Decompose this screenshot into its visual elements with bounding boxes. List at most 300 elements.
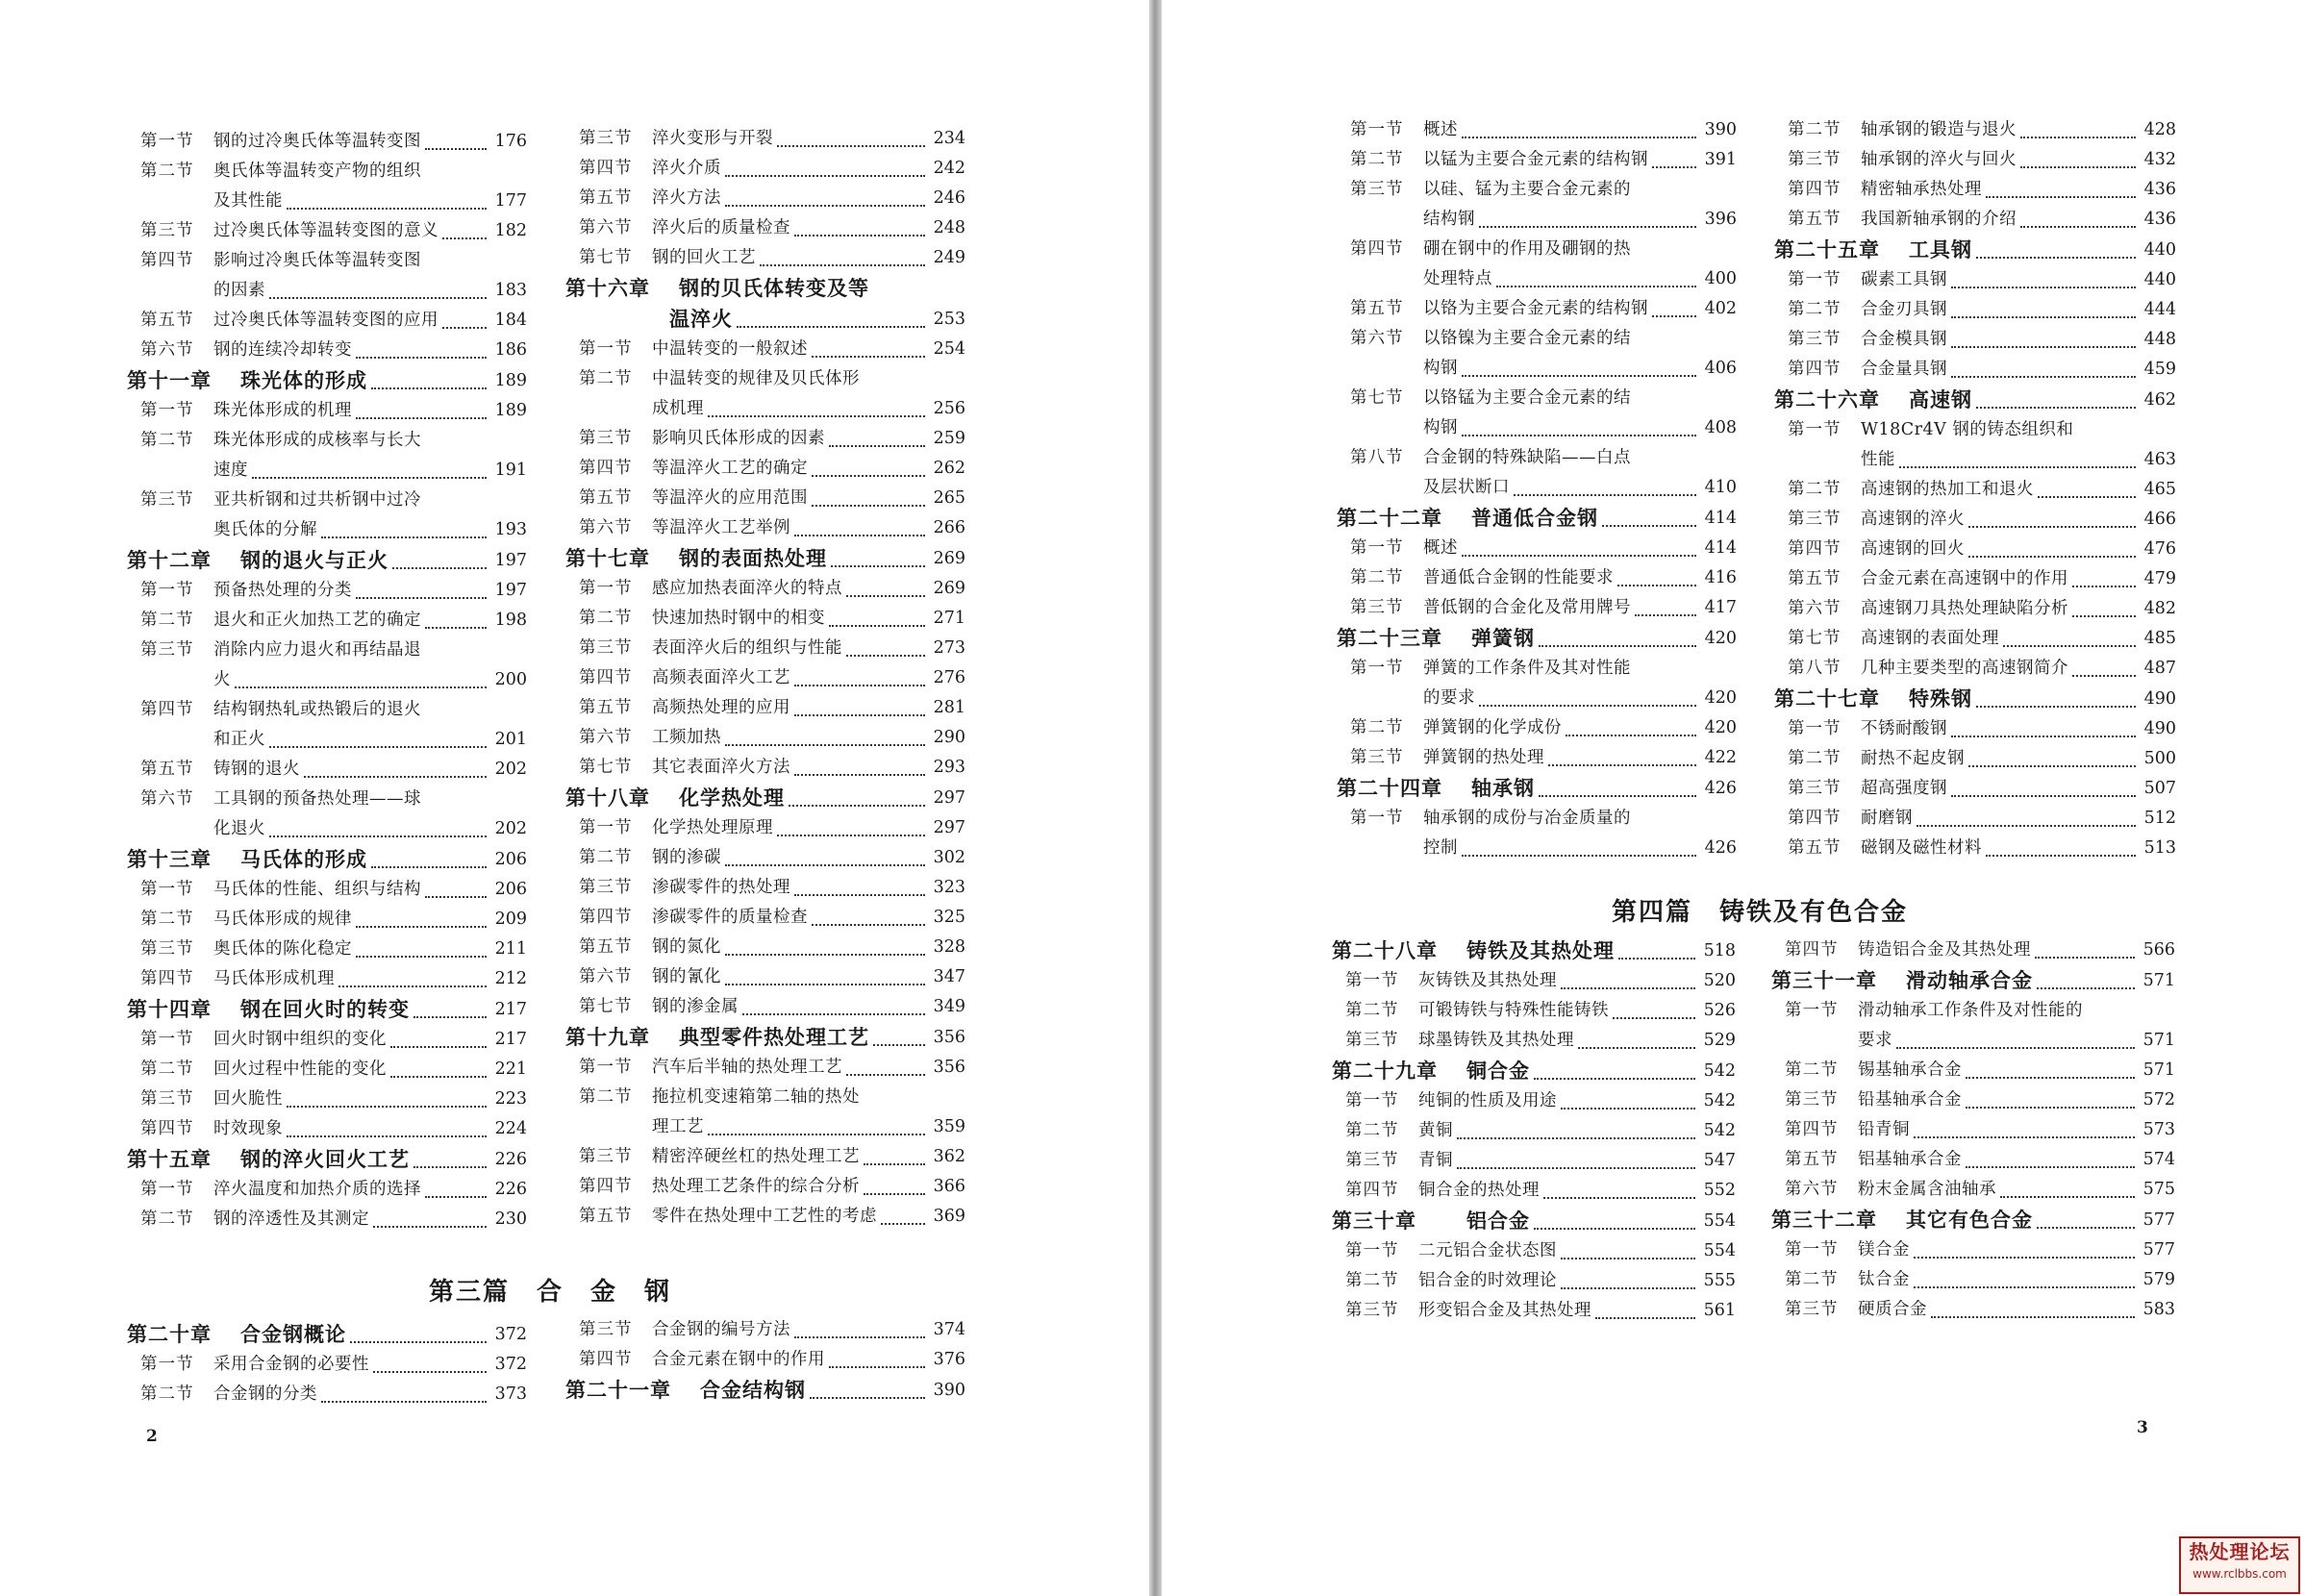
section-title: 化学热处理原理 bbox=[652, 818, 773, 837]
section-title: 合金刃具钢 bbox=[1861, 300, 1947, 319]
toc-section bbox=[1771, 1175, 2175, 1205]
page-ref: 376 bbox=[933, 1350, 965, 1369]
dot-leader bbox=[725, 205, 925, 207]
section-title: 奥氏体的分解 bbox=[213, 520, 317, 539]
page-ref: 542 bbox=[1703, 1061, 1736, 1081]
page-ref: 390 bbox=[1704, 120, 1737, 139]
toc-section bbox=[1337, 145, 1737, 175]
section-title: 合金量具钢 bbox=[1861, 360, 1947, 379]
section-number: 第七节 bbox=[1788, 629, 1841, 648]
page-ref: 183 bbox=[494, 281, 527, 300]
section-title: 的因素 bbox=[213, 281, 265, 300]
section-number: 第五节 bbox=[1785, 1150, 1839, 1169]
dot-leader bbox=[1602, 525, 1696, 527]
page-ref: 440 bbox=[2143, 270, 2176, 289]
section-title: 轴承钢的锻造与退火 bbox=[1861, 120, 2017, 139]
page-ref: 366 bbox=[933, 1177, 965, 1196]
dot-leader bbox=[777, 145, 925, 147]
section-title: 马氏体形成的规律 bbox=[213, 910, 352, 929]
section-number: 第二节 bbox=[579, 1087, 633, 1107]
page-ref: 406 bbox=[1704, 359, 1737, 378]
page-ref: 420 bbox=[1704, 688, 1737, 708]
section-title: 硼在钢中的作用及硼钢的热 bbox=[1423, 239, 1631, 259]
page-ref: 566 bbox=[2142, 940, 2175, 960]
toc-section-continuation bbox=[127, 814, 527, 844]
book-gutter bbox=[1149, 0, 1162, 1596]
section-title: 碳素工具钢 bbox=[1861, 270, 1947, 289]
dot-leader bbox=[1462, 855, 1696, 857]
dot-leader bbox=[1917, 825, 2136, 827]
page-ref: 410 bbox=[1704, 478, 1737, 497]
toc-section bbox=[565, 723, 965, 753]
chapter-number: 第十八章 bbox=[565, 786, 650, 810]
toc-section bbox=[127, 127, 527, 157]
page-ref: 436 bbox=[2143, 210, 2176, 229]
section-title: 高速钢刀具热处理缺陷分析 bbox=[1861, 599, 2068, 618]
section-number: 第二节 bbox=[1345, 1271, 1399, 1290]
section-title: 奥氏体等温转变产物的组织 bbox=[213, 162, 421, 181]
page-ref: 575 bbox=[2142, 1180, 2175, 1199]
dot-leader bbox=[338, 985, 487, 987]
section-title: 铸造铝合金及其热处理 bbox=[1858, 940, 2031, 960]
page-ref: 583 bbox=[2142, 1300, 2175, 1319]
section-number: 第三节 bbox=[1345, 1151, 1399, 1170]
toc-chapter bbox=[127, 1144, 527, 1175]
section-number: 第四节 bbox=[1350, 239, 1404, 259]
section-title: 合金模具钢 bbox=[1861, 330, 1947, 349]
toc-chapter bbox=[127, 1319, 527, 1350]
dot-leader bbox=[1462, 375, 1696, 377]
page-ref: 224 bbox=[494, 1119, 527, 1138]
dot-leader bbox=[371, 866, 487, 868]
toc-section bbox=[127, 486, 527, 515]
section-title: 预备热处理的分类 bbox=[213, 581, 352, 600]
section-number: 第四节 bbox=[1345, 1181, 1399, 1200]
dot-leader bbox=[831, 565, 925, 567]
section-number: 第五节 bbox=[579, 488, 633, 508]
section-title: 形变铝合金及其热处理 bbox=[1418, 1301, 1591, 1320]
section-title: 的要求 bbox=[1423, 688, 1475, 708]
toc-section bbox=[127, 905, 527, 935]
section-number: 第一节 bbox=[1345, 971, 1399, 990]
section-number: 第七节 bbox=[579, 997, 633, 1016]
page-ref: 573 bbox=[2142, 1120, 2175, 1139]
toc-section bbox=[1337, 324, 1737, 354]
page-ref: 189 bbox=[494, 401, 527, 420]
section-number: 第五节 bbox=[140, 311, 194, 330]
toc-column bbox=[1332, 935, 1736, 1326]
section-number: 第三节 bbox=[1345, 1031, 1399, 1050]
page-ref: 211 bbox=[494, 939, 527, 959]
page-ref: 271 bbox=[933, 609, 965, 628]
dot-leader bbox=[356, 357, 487, 359]
page-ref: 223 bbox=[494, 1089, 527, 1109]
section-number: 第五节 bbox=[579, 698, 633, 717]
section-title: 火 bbox=[213, 670, 231, 689]
section-title: 精密淬硬丝杠的热处理工艺 bbox=[652, 1147, 860, 1166]
toc-section bbox=[1332, 1026, 1736, 1056]
section-title: 渗碳零件的质量检查 bbox=[652, 908, 808, 927]
page-ref: 328 bbox=[933, 937, 965, 957]
toc-section-continuation bbox=[127, 725, 527, 755]
section-title: 概述 bbox=[1423, 538, 1458, 558]
dot-leader bbox=[1462, 555, 1696, 557]
dot-leader bbox=[390, 1076, 487, 1078]
toc-column bbox=[1774, 115, 2176, 863]
section-number: 第一节 bbox=[579, 579, 633, 598]
toc-section bbox=[127, 216, 527, 246]
page-number: 3 bbox=[2137, 1418, 2148, 1437]
dot-leader bbox=[356, 956, 487, 958]
section-title: 处理特点 bbox=[1423, 269, 1492, 288]
section-number: 第三节 bbox=[1350, 180, 1404, 199]
section-number: 第一节 bbox=[1350, 659, 1404, 678]
chapter-title: 典型零件热处理工艺 bbox=[679, 1025, 869, 1049]
section-title: 时效现象 bbox=[213, 1119, 283, 1138]
toc-section bbox=[565, 813, 965, 843]
section-number: 第一节 bbox=[140, 880, 194, 899]
dot-leader bbox=[1914, 1286, 2135, 1288]
toc-section-continuation bbox=[1337, 205, 1737, 235]
dot-leader bbox=[794, 714, 925, 716]
section-title: 淬火变形与开裂 bbox=[652, 129, 773, 148]
dot-leader bbox=[708, 415, 925, 417]
section-title: 铅青铜 bbox=[1858, 1120, 1910, 1139]
toc-section bbox=[127, 636, 527, 665]
section-number: 第二节 bbox=[1788, 749, 1841, 768]
page-ref: 226 bbox=[494, 1150, 527, 1169]
page-ref: 290 bbox=[933, 728, 965, 747]
toc-section bbox=[565, 903, 965, 933]
part-heading: 第四篇 铸铁及有色合金 bbox=[1612, 898, 1909, 927]
section-title: 过冷奥氏体等温转变图的意义 bbox=[213, 221, 438, 240]
toc-section bbox=[1774, 355, 2176, 385]
dot-leader bbox=[812, 505, 925, 507]
dot-leader bbox=[2037, 1227, 2135, 1229]
page-ref: 254 bbox=[933, 339, 965, 359]
toc-section bbox=[1337, 443, 1737, 473]
toc-section bbox=[127, 576, 527, 606]
dot-leader bbox=[725, 744, 925, 746]
section-title: 回火脆性 bbox=[213, 1089, 283, 1109]
page-ref: 281 bbox=[933, 698, 965, 717]
toc-section bbox=[1771, 1235, 2175, 1265]
dot-leader bbox=[794, 535, 925, 536]
dot-leader bbox=[1914, 1257, 2135, 1259]
dot-leader bbox=[1613, 1017, 1695, 1019]
section-title: 磁钢及磁性材料 bbox=[1861, 838, 1982, 858]
section-title: 钛合金 bbox=[1858, 1270, 1910, 1289]
page-ref: 572 bbox=[2142, 1090, 2175, 1110]
dot-leader bbox=[812, 356, 925, 358]
section-number: 第一节 bbox=[1345, 1241, 1399, 1260]
page-ref: 487 bbox=[2143, 659, 2176, 678]
section-title: 中温转变的一般叙述 bbox=[652, 339, 808, 359]
toc-section-continuation bbox=[1337, 834, 1737, 863]
page-ref: 186 bbox=[494, 340, 527, 360]
dot-leader bbox=[442, 327, 487, 329]
dot-leader bbox=[708, 1134, 925, 1135]
chapter-title: 高速钢 bbox=[1909, 387, 1972, 411]
toc-section bbox=[565, 1142, 965, 1172]
dot-leader bbox=[1951, 287, 2136, 288]
chapter-title: 轴承钢 bbox=[1471, 776, 1535, 800]
section-title: 工具钢的预备热处理——球 bbox=[213, 789, 421, 809]
toc-chapter bbox=[1337, 503, 1737, 534]
page-ref: 547 bbox=[1703, 1151, 1736, 1170]
section-number: 第五节 bbox=[1788, 838, 1841, 858]
section-number: 第一节 bbox=[1350, 538, 1404, 558]
page-ref: 373 bbox=[494, 1384, 527, 1404]
toc-section bbox=[1337, 175, 1737, 205]
section-title: 控制 bbox=[1423, 838, 1458, 858]
toc-section bbox=[565, 454, 965, 484]
section-title: 淬火后的质量检查 bbox=[652, 218, 790, 237]
toc-section-continuation bbox=[127, 276, 527, 306]
toc-section-continuation bbox=[127, 187, 527, 216]
toc-chapter bbox=[565, 543, 965, 574]
dot-leader bbox=[287, 1106, 487, 1108]
section-number: 第二节 bbox=[140, 431, 194, 450]
toc-section bbox=[1774, 714, 2176, 744]
section-number: 第八节 bbox=[1788, 659, 1841, 678]
page-ref: 206 bbox=[494, 880, 527, 899]
section-number: 第二节 bbox=[1345, 1001, 1399, 1020]
page-ref: 416 bbox=[1704, 568, 1737, 587]
toc-section bbox=[127, 336, 527, 365]
page-ref: 193 bbox=[494, 520, 527, 539]
section-title: 高速钢的回火 bbox=[1861, 539, 1965, 559]
toc-section bbox=[1337, 593, 1737, 623]
section-number: 第六节 bbox=[1350, 329, 1404, 348]
toc-section bbox=[565, 124, 965, 154]
section-number: 第三节 bbox=[1788, 330, 1841, 349]
page-ref: 500 bbox=[2143, 749, 2176, 768]
section-number: 第六节 bbox=[579, 218, 633, 237]
toc-section bbox=[1774, 535, 2176, 564]
section-number: 第一节 bbox=[140, 1030, 194, 1049]
toc-chapter bbox=[1774, 684, 2176, 714]
section-number: 第二节 bbox=[579, 848, 633, 867]
toc-column bbox=[127, 127, 527, 1234]
toc-chapter bbox=[565, 1375, 965, 1406]
page-ref: 552 bbox=[1703, 1181, 1736, 1200]
chapter-title: 工具钢 bbox=[1909, 237, 1972, 262]
page-ref: 402 bbox=[1704, 299, 1737, 318]
chapter-number: 第二十章 bbox=[127, 1322, 212, 1346]
section-number: 第二节 bbox=[1785, 1270, 1839, 1289]
section-number: 第六节 bbox=[140, 789, 194, 809]
toc-section bbox=[1774, 175, 2176, 205]
toc-section bbox=[1771, 935, 2175, 965]
dot-leader bbox=[812, 475, 925, 477]
section-number: 第五节 bbox=[1350, 299, 1404, 318]
dot-leader bbox=[1966, 1107, 2135, 1109]
page-ref: 372 bbox=[494, 1325, 527, 1344]
dot-leader bbox=[287, 208, 487, 210]
dot-leader bbox=[425, 627, 487, 629]
dot-leader bbox=[2038, 496, 2136, 498]
dot-leader bbox=[1539, 645, 1696, 647]
section-title: 等温淬火的应用范围 bbox=[652, 488, 808, 508]
toc-section-continuation bbox=[1337, 264, 1737, 294]
toc-chapter bbox=[1771, 1205, 2175, 1235]
dot-leader bbox=[1986, 196, 2136, 198]
section-title: 耐磨钢 bbox=[1861, 809, 1913, 828]
section-title: 回火过程中性能的变化 bbox=[213, 1060, 387, 1079]
section-number: 第四节 bbox=[579, 668, 633, 687]
section-title: 高速钢的表面处理 bbox=[1861, 629, 1999, 648]
section-title: 弹簧的工作条件及其对性能 bbox=[1423, 659, 1631, 678]
section-number: 第二节 bbox=[140, 1209, 194, 1229]
section-title: 等温淬火工艺举例 bbox=[652, 518, 790, 537]
section-title: 淬火方法 bbox=[652, 188, 721, 208]
toc-section bbox=[565, 933, 965, 962]
toc-chapter bbox=[127, 844, 527, 875]
section-title: 合金钢的特殊缺陷——白点 bbox=[1423, 448, 1631, 467]
chapter-title: 铸铁及其热处理 bbox=[1466, 938, 1615, 962]
chapter-title: 弹簧钢 bbox=[1471, 626, 1535, 650]
toc-section bbox=[1774, 624, 2176, 654]
section-title: 构钢 bbox=[1423, 359, 1458, 378]
section-title: 高速钢的淬火 bbox=[1861, 510, 1965, 529]
page-ref: 189 bbox=[494, 371, 527, 390]
page-ref: 209 bbox=[494, 910, 527, 929]
dot-leader bbox=[252, 477, 487, 479]
section-title: 以锰为主要合金元素的结构钢 bbox=[1423, 150, 1648, 169]
section-title: 轴承钢的成份与冶金质量的 bbox=[1423, 809, 1631, 828]
chapter-title: 马氏体的形成 bbox=[240, 847, 367, 871]
dot-leader bbox=[725, 175, 925, 177]
toc-section bbox=[1337, 563, 1737, 593]
section-title: 零件在热处理中工艺性的考虑 bbox=[652, 1207, 877, 1226]
page-ref: 276 bbox=[933, 668, 965, 687]
section-title: 结构钢 bbox=[1423, 210, 1475, 229]
section-number: 第六节 bbox=[579, 518, 633, 537]
section-title: 汽车后半轴的热处理工艺 bbox=[652, 1058, 842, 1077]
dot-leader bbox=[1578, 1047, 1695, 1049]
dot-leader bbox=[373, 1226, 487, 1228]
section-number: 第三节 bbox=[1788, 150, 1841, 169]
section-title: 马氏体形成机理 bbox=[213, 969, 335, 988]
dot-leader bbox=[760, 264, 925, 266]
dot-leader bbox=[2020, 166, 2136, 168]
section-number: 第一节 bbox=[579, 818, 633, 837]
page-ref: 436 bbox=[2143, 180, 2176, 199]
toc-section bbox=[1774, 325, 2176, 355]
toc-section bbox=[127, 426, 527, 456]
section-title: 性能 bbox=[1861, 450, 1895, 469]
chapter-title: 钢的表面热处理 bbox=[679, 546, 827, 570]
page-ref: 265 bbox=[933, 488, 965, 508]
toc-section bbox=[565, 213, 965, 243]
page-ref: 465 bbox=[2143, 480, 2176, 499]
dot-leader bbox=[425, 896, 487, 898]
chapter-title: 铜合金 bbox=[1466, 1059, 1530, 1083]
toc-section-continuation bbox=[565, 1112, 965, 1142]
dot-leader bbox=[392, 567, 487, 569]
toc-section bbox=[1332, 1116, 1736, 1146]
toc-chapter bbox=[565, 1022, 965, 1053]
toc-section bbox=[1774, 774, 2176, 804]
toc-section bbox=[565, 693, 965, 723]
page-ref: 426 bbox=[1704, 838, 1737, 858]
section-number: 第四节 bbox=[579, 1350, 633, 1369]
section-number: 第三节 bbox=[579, 638, 633, 658]
section-title: 可锻铸铁与特殊性能铸铁 bbox=[1418, 1001, 1609, 1020]
chapter-number: 第三十一章 bbox=[1771, 968, 1877, 992]
dot-leader bbox=[864, 1193, 925, 1195]
toc-section bbox=[565, 184, 965, 213]
dot-leader bbox=[2020, 137, 2136, 138]
page-ref: 432 bbox=[2143, 150, 2176, 169]
page-ref: 197 bbox=[494, 581, 527, 600]
chapter-title: 滑动轴承合金 bbox=[1906, 968, 2033, 992]
section-title: 合金元素在钢中的作用 bbox=[652, 1350, 825, 1369]
toc-section bbox=[1774, 115, 2176, 145]
section-title: 渗碳零件的热处理 bbox=[652, 878, 790, 897]
dot-leader bbox=[794, 235, 925, 237]
page-ref: 297 bbox=[933, 788, 965, 808]
section-title: 粉末金属含油轴承 bbox=[1858, 1180, 1996, 1199]
section-number: 第一节 bbox=[1788, 420, 1841, 439]
page-ref: 262 bbox=[933, 459, 965, 478]
section-number: 第六节 bbox=[1788, 599, 1841, 618]
page-ref: 356 bbox=[933, 1028, 965, 1047]
toc-section-continuation bbox=[1337, 354, 1737, 384]
toc-section bbox=[565, 873, 965, 903]
toc-section bbox=[1332, 966, 1736, 996]
section-title: 合金钢的分类 bbox=[213, 1384, 317, 1404]
section-number: 第三节 bbox=[579, 878, 633, 897]
section-number: 第三节 bbox=[579, 1147, 633, 1166]
dot-leader bbox=[794, 1336, 925, 1338]
section-title: 珠光体形成的成核率与长大 bbox=[213, 431, 421, 450]
section-title: 拖拉机变速箱第二轴的热处 bbox=[652, 1087, 860, 1107]
page-ref: 529 bbox=[1703, 1031, 1736, 1050]
page-ref: 400 bbox=[1704, 269, 1737, 288]
page-ref: 347 bbox=[933, 967, 965, 986]
chapter-number: 第二十五章 bbox=[1774, 237, 1880, 262]
chapter-number: 第二十二章 bbox=[1337, 506, 1442, 530]
section-number: 第一节 bbox=[1350, 809, 1404, 828]
page-ref: 542 bbox=[1703, 1091, 1736, 1110]
toc-section bbox=[565, 243, 965, 273]
page-ref: 249 bbox=[933, 248, 965, 267]
section-number: 第一节 bbox=[140, 132, 194, 151]
dot-leader bbox=[413, 1016, 487, 1018]
chapter-title: 铝合金 bbox=[1466, 1209, 1530, 1233]
section-number: 第一节 bbox=[1785, 1240, 1839, 1259]
page-ref: 459 bbox=[2143, 360, 2176, 379]
page-ref: 490 bbox=[2143, 719, 2176, 738]
section-number: 第三节 bbox=[579, 129, 633, 148]
section-title: 黄铜 bbox=[1418, 1121, 1453, 1140]
toc-column bbox=[565, 124, 965, 1232]
section-title: 等温淬火工艺的确定 bbox=[652, 459, 808, 478]
page-ref: 463 bbox=[2143, 450, 2176, 469]
page-ref: 479 bbox=[2143, 569, 2176, 588]
toc-section bbox=[127, 1025, 527, 1055]
dot-leader bbox=[1462, 435, 1696, 436]
section-number: 第四节 bbox=[1788, 539, 1841, 559]
section-number: 第二节 bbox=[140, 1060, 194, 1079]
dot-leader bbox=[829, 625, 925, 627]
section-number: 第一节 bbox=[1350, 120, 1404, 139]
chapter-number: 第十六章 bbox=[565, 276, 650, 300]
toc-section bbox=[565, 574, 965, 604]
toc-section-continuation bbox=[127, 456, 527, 486]
